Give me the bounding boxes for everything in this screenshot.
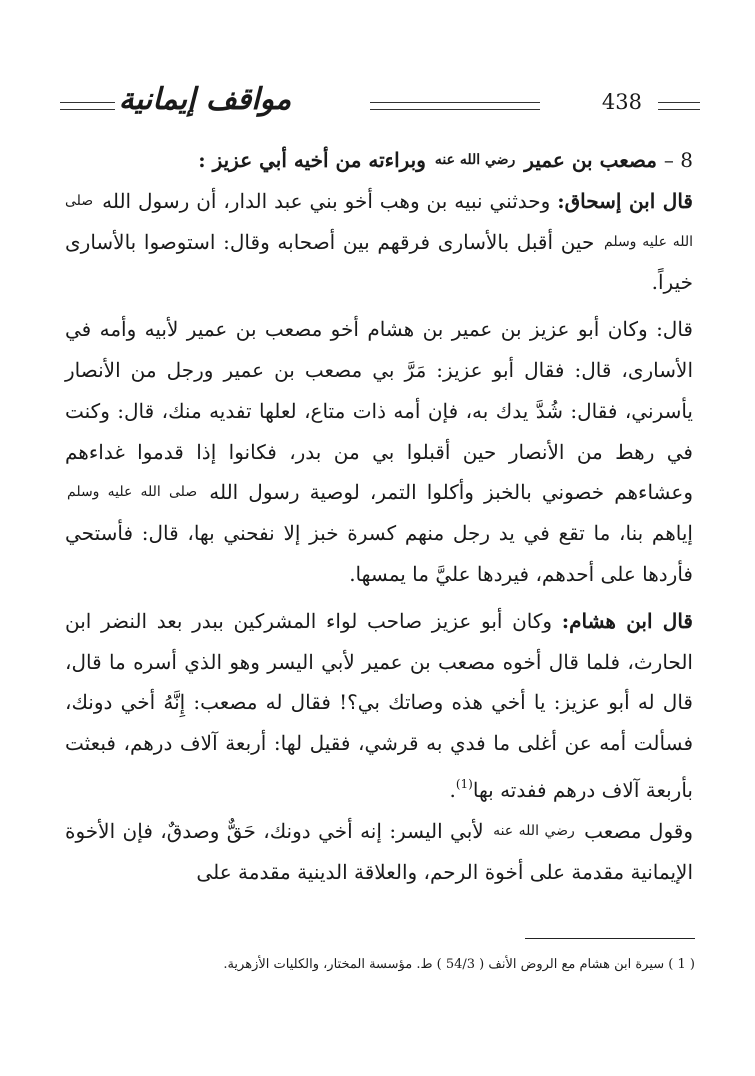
salla-mark: صلى الله عليه وسلم — [65, 192, 694, 250]
paragraph-3-text-a: وكان أبو عزيز صاحب لواء المشركين ببدر بعد النضر ابن الحارث، فلما قال أخوه مصعب بن عمير لأبي اليسر وهو الذي أسره ما قال، قال له أبو عزيز: يا أخي هذه وصاتك بي؟! فقال له مصعب: إِنَّهُ أخي دونك، فسألت أمه عن أغلى ما فدي به قرشي، فقيل لها: أربعة آلاف درهم، فبعثت بأربعة آلاف درهم ففدته بها — [65, 608, 693, 802]
main-text — [65, 140, 693, 892]
radi-mark: رضي الله عنه — [493, 822, 575, 839]
running-title: مواقف إيمانية — [118, 82, 292, 117]
paragraph-1-text-b: حين أقبل بالأسارى فرقهم بين أصحابه وقال: استوصوا بالأسارى خيراً. — [65, 229, 693, 295]
salla-mark: صلى الله عليه وسلم — [67, 484, 198, 501]
header-rule-left — [60, 102, 115, 110]
paragraph-4-text-b: لأبي اليسر: إنه أخي دونك، حَقٌّ وصدقٌ، فإن الأخوة الإيمانية مقدمة على أخوة الرحم، والعلاقة الدينية مقدمة على — [65, 818, 693, 884]
paragraph-1 — [65, 181, 693, 303]
paragraph-3 — [65, 601, 693, 811]
honorific-mark: رضي الله عنه — [434, 152, 516, 168]
paragraph-3-lead: قال ابن هشام: — [561, 608, 693, 633]
paragraph-2-text-a: قال: وكان أبو عزيز بن عمير بن هشام أخو مصعب بن عمير لأبيه وأمه في الأسارى، قال: فقال أبو عزيز: مَرَّ بي مصعب بن عمير ورجل من الأنصار يأسرني، فقال: شُدَّ يدك به، فإن أمه ذات متاع، لعلها تفديه منك، قال: وكنت في رهط من الأنصار حين أقبلوا بي من بدر، فكانوا إذا قدموا غداءهم وعشاءهم خصوني بالخبز وأكلوا التمر، لوصية رسول الله — [65, 317, 693, 505]
paragraph-2 — [65, 309, 693, 595]
paragraph-4 — [65, 811, 693, 893]
footnote-separator — [525, 938, 695, 939]
paragraph-3-end: . — [449, 777, 456, 802]
footnote-reference: (1) — [455, 776, 473, 791]
section-title: مصعب بن عمير — [524, 148, 657, 172]
paragraph-4-text-a: وقول مصعب — [576, 818, 693, 843]
paragraph-2-text-b: إياهم بنا، ما تقع في يد رجل منهم كسرة خبز إلا نفحني بها، قال: فأستحي فأردها على أحدهم، فيردها عليَّ ما يمسها. — [65, 521, 693, 586]
header-rule-middle — [370, 102, 540, 110]
paragraph-1-text-a: وحدثني نبيه بن وهب أخو بني عبد الدار، أن رسول الله — [95, 188, 558, 213]
running-header — [60, 82, 700, 126]
section-title-rest: وبراءته من أخيه أبي عزيز : — [198, 148, 426, 172]
paragraph-1-lead: قال ابن إسحاق: — [557, 188, 693, 213]
footnote: ( 1 ) سيرة ابن هشام مع الروض الأنف ( 54/3 ) ط. مؤسسة المختار، والكليات الأزهرية. — [223, 957, 695, 972]
header-rule-right — [658, 102, 700, 110]
page-number: 438 — [601, 90, 642, 114]
section-number: 8 – — [663, 148, 693, 172]
section-heading — [65, 140, 693, 181]
